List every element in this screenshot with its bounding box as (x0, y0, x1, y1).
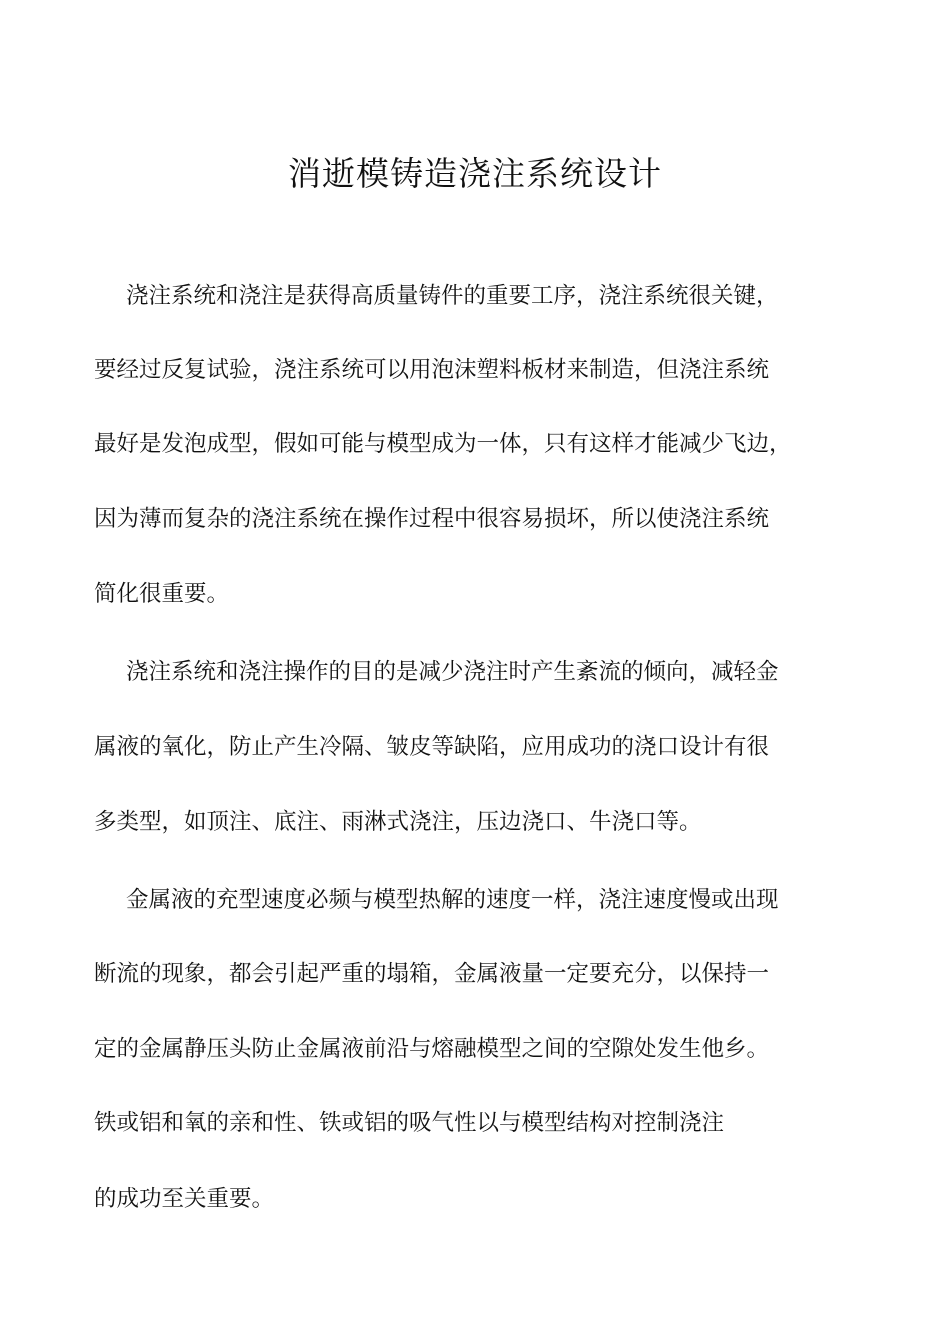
paragraph-line: 铁或铝和氧的亲和性、铁或铝的吸气性以与模型结构对控制浇注 (94, 1110, 725, 1136)
paragraph-line: 浇注系统和浇注操作的目的是减少浇注时产生紊流的倾向，减轻金 (126, 659, 779, 685)
paragraph-line: 的成功至关重要。 (94, 1186, 275, 1212)
paragraph-line: 金属液的充型速度必频与模型热解的速度一样，浇注速度慢或出现 (126, 887, 779, 913)
paragraph-line: 浇注系统和浇注是获得高质量铸件的重要工序，浇注系统很关键， (126, 283, 779, 309)
paragraph-line: 多类型，如顶注、底注、雨淋式浇注，压边浇口、牛浇口等。 (94, 809, 702, 835)
paragraph-line: 要经过反复试验，浇注系统可以用泡沫塑料板材来制造，但浇注系统 (94, 357, 770, 383)
paragraph-line: 属液的氧化，防止产生冷隔、皱皮等缺陷，应用成功的浇口设计有很 (94, 734, 770, 760)
paragraph-line: 最好是发泡成型，假如可能与模型成为一体，只有这样才能减少飞边， (94, 431, 792, 457)
paragraph-line: 断流的现象，都会引起严重的塌箱，金属液量一定要充分，以保持一 (94, 961, 770, 987)
paragraph-line: 简化很重要。 (94, 581, 230, 607)
paragraph-line: 定的金属静压头防止金属液前沿与熔融模型之间的空隙处发生他乡。 (94, 1036, 770, 1062)
document-title: 消逝模铸造浇注系统设计 (288, 154, 662, 193)
paragraph-line: 因为薄而复杂的浇注系统在操作过程中很容易损坏，所以使浇注系统 (94, 506, 770, 532)
